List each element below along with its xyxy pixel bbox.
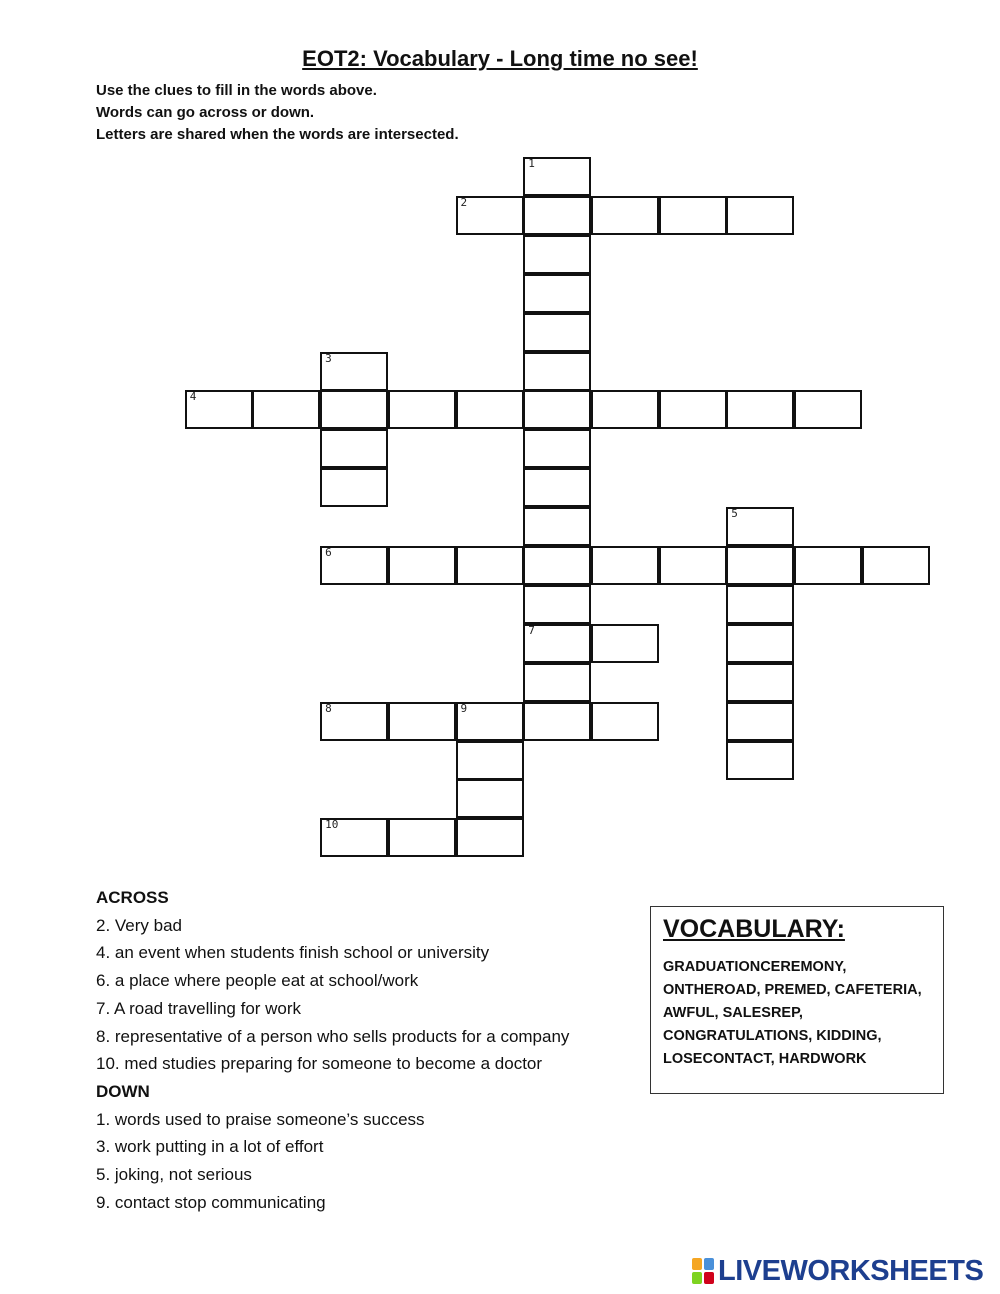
clue-number: 4 <box>189 390 197 404</box>
crossword-cell[interactable] <box>591 390 659 429</box>
logo-square <box>692 1258 702 1270</box>
down-clue: 9. contact stop communicating <box>96 1192 326 1212</box>
crossword-cell[interactable] <box>726 741 794 780</box>
across-clue: 6. a place where people eat at school/work <box>96 971 419 991</box>
clue-number: 5 <box>731 507 738 521</box>
crossword-cell[interactable] <box>456 196 524 235</box>
crossword-cell[interactable] <box>320 818 388 857</box>
instruction-line: Words can go across or down. <box>96 104 315 121</box>
clue-number: 9 <box>460 701 468 715</box>
liveworksheets-logo <box>692 1254 983 1288</box>
crossword-cell[interactable] <box>726 507 794 546</box>
crossword-cell[interactable] <box>726 624 794 663</box>
crossword-cell[interactable] <box>726 390 794 429</box>
clue-number: 10 <box>325 818 339 832</box>
crossword-cell[interactable] <box>523 274 591 313</box>
crossword-cell[interactable] <box>320 352 388 391</box>
crossword-cell[interactable] <box>523 429 591 468</box>
instruction-line: Letters are shared when the words are intersected. <box>96 126 459 143</box>
crossword-cell[interactable] <box>388 390 456 429</box>
crossword-cell[interactable] <box>388 546 456 585</box>
crossword-cell[interactable] <box>456 779 524 818</box>
down-heading: DOWN <box>96 1081 150 1101</box>
across-clue: 2. Very bad <box>96 915 183 935</box>
across-heading: ACROSS <box>96 888 169 907</box>
crossword-cell[interactable] <box>726 196 794 235</box>
crossword-cell[interactable] <box>591 702 659 741</box>
crossword-cell[interactable] <box>726 702 794 741</box>
clue-number: 3 <box>325 351 332 365</box>
crossword-cell[interactable] <box>523 663 591 702</box>
clues-list <box>96 884 569 1216</box>
crossword-cell[interactable] <box>523 390 591 429</box>
logo-square <box>704 1258 714 1270</box>
crossword-cell[interactable] <box>523 352 591 391</box>
crossword-cell[interactable] <box>523 468 591 507</box>
crossword-cell[interactable] <box>523 507 591 546</box>
down-clue: 1. words used to praise someone’s success <box>96 1109 425 1129</box>
crossword-cell[interactable] <box>388 702 456 741</box>
crossword-cell[interactable] <box>726 663 794 702</box>
crossword-cell[interactable] <box>320 468 388 507</box>
crossword-cell[interactable] <box>794 546 862 585</box>
crossword-cell[interactable] <box>456 546 524 585</box>
crossword-cell[interactable] <box>726 546 794 585</box>
crossword-cell[interactable] <box>659 390 727 429</box>
instruction-line: Use the clues to fill in the words above. <box>96 82 377 99</box>
crossword-cell[interactable] <box>456 741 524 780</box>
worksheet-title: EOT2: Vocabulary - Long time no see! <box>302 46 698 71</box>
crossword-cell[interactable] <box>320 702 388 741</box>
crossword-cell[interactable] <box>659 546 727 585</box>
crossword-cell[interactable] <box>523 196 591 235</box>
across-clue: 7. A road travelling for work <box>96 998 302 1018</box>
crossword-cell[interactable] <box>659 196 727 235</box>
crossword-cell[interactable] <box>523 702 591 741</box>
crossword-cell[interactable] <box>320 390 388 429</box>
logo-text: LIVEWORKSHEETS <box>718 1254 984 1287</box>
vocabulary-heading: VOCABULARY: <box>663 915 845 943</box>
crossword-cell[interactable] <box>591 546 659 585</box>
crossword-cell[interactable] <box>320 546 388 585</box>
crossword-cell[interactable] <box>456 702 524 741</box>
vocabulary-words: GRADUATIONCEREMONY, ONTHEROAD, PREMED, CAFETERIA, AWFUL, SALESREP, CONGRATULATIONS, KIDDING, LOSECONTACT, HARDWORK <box>663 959 922 1067</box>
crossword-cell[interactable] <box>388 818 456 857</box>
down-clue: 5. joking, not serious <box>96 1165 252 1185</box>
clue-number: 8 <box>325 701 332 715</box>
crossword-cell[interactable] <box>862 546 930 585</box>
crossword-cell[interactable] <box>523 624 591 663</box>
across-clue: 10. med studies preparing for someone to become a doctor <box>96 1054 543 1074</box>
crossword-cell[interactable] <box>523 313 591 352</box>
crossword-cell[interactable] <box>456 390 524 429</box>
crossword-cell[interactable] <box>456 818 524 857</box>
across-clue: 8. representative of a person who sells products for a company <box>96 1026 570 1046</box>
clue-number: 2 <box>460 195 468 209</box>
crossword-cell[interactable] <box>794 390 862 429</box>
crossword-cell[interactable] <box>523 235 591 274</box>
crossword-cell[interactable] <box>591 624 659 663</box>
crossword-cell[interactable] <box>726 585 794 624</box>
crossword-cell[interactable] <box>523 585 591 624</box>
clue-number: 6 <box>325 546 332 559</box>
clue-number: 1 <box>528 157 535 170</box>
crossword-cell[interactable] <box>320 429 388 468</box>
crossword-cell[interactable] <box>591 196 659 235</box>
across-clue: 4. an event when students finish school or university <box>96 943 490 963</box>
logo-square <box>692 1272 702 1284</box>
crossword-cell[interactable] <box>523 546 591 585</box>
crossword-cell[interactable] <box>523 157 591 196</box>
down-clue: 3. work putting in a lot of effort <box>96 1137 324 1157</box>
logo-square <box>704 1272 714 1284</box>
vocabulary-box <box>650 906 944 1094</box>
clue-number: 7 <box>528 623 535 637</box>
logo-icon <box>692 1258 714 1284</box>
crossword-cell[interactable] <box>252 390 320 429</box>
crossword-cell[interactable] <box>185 390 253 429</box>
